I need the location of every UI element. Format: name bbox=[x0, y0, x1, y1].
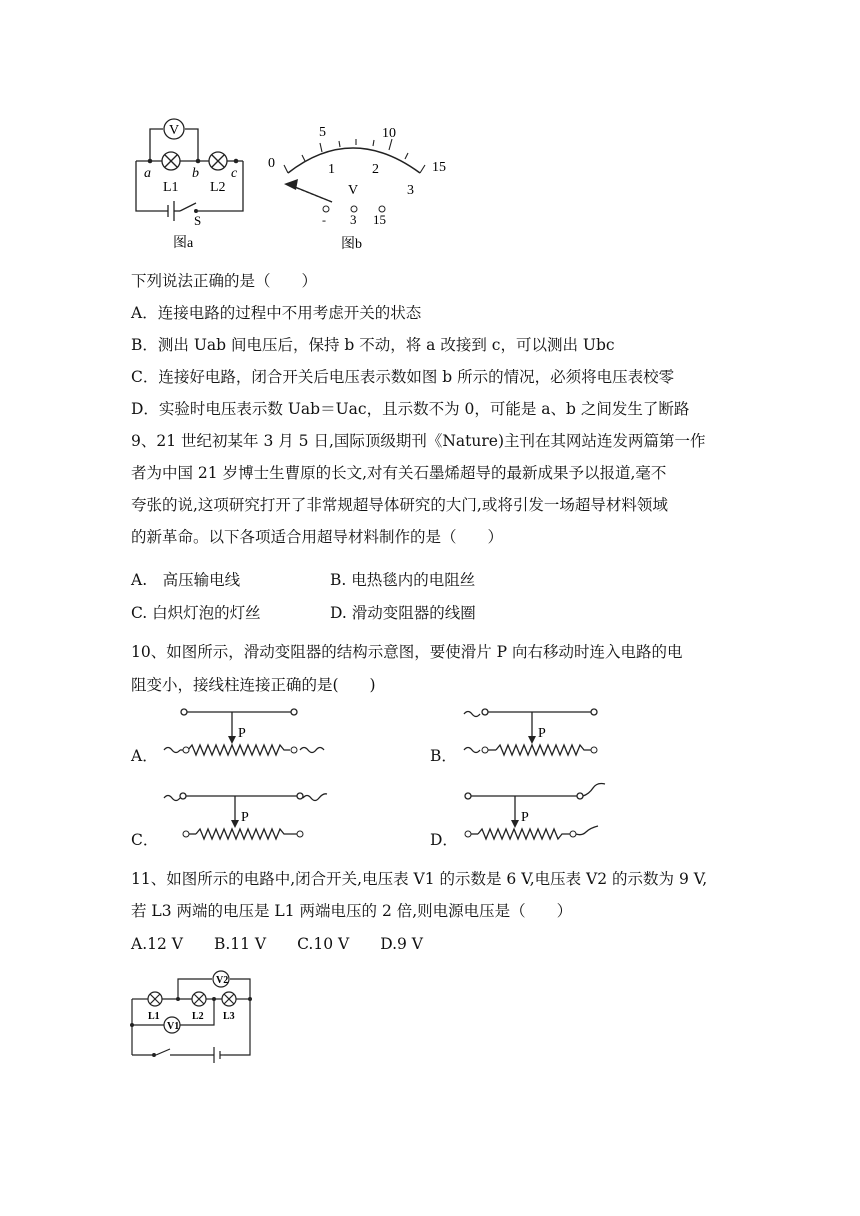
svg-text:3: 3 bbox=[350, 212, 357, 227]
svg-text:a: a bbox=[144, 166, 151, 181]
figure-a-circuit bbox=[128, 115, 258, 250]
svg-text:0: 0 bbox=[268, 156, 275, 171]
q8-option-b: B．测出 Uab 间电压后，保持 b 不动，将 a 改接到 c，可以测出 Ubc bbox=[131, 336, 615, 354]
svg-text:10: 10 bbox=[382, 126, 396, 141]
q9-line-2: 者为中国 21 岁博士生曹原的长文,对有关石墨烯超导的最新成果予以报道,毫不 bbox=[131, 464, 667, 482]
rheostat-c bbox=[160, 788, 330, 848]
svg-text:V: V bbox=[348, 183, 359, 198]
svg-text:L1: L1 bbox=[163, 180, 179, 195]
svg-text:P: P bbox=[238, 726, 246, 741]
svg-text:15: 15 bbox=[373, 212, 386, 227]
q10-label-b: B． bbox=[430, 747, 457, 765]
svg-text:L1: L1 bbox=[148, 1011, 160, 1022]
q10-label-c: C． bbox=[131, 831, 159, 849]
q9-option-d: D. 滑动变阻器的线圈 bbox=[330, 604, 476, 622]
svg-text:S: S bbox=[194, 213, 202, 228]
q8-prompt: 下列说法正确的是（ ） bbox=[131, 272, 318, 290]
svg-text:-: - bbox=[322, 213, 326, 227]
svg-text:L2: L2 bbox=[210, 180, 226, 195]
q9-line-3: 夸张的说,这项研究打开了非常规超导体研究的大门,或将引发一场超导材料领域 bbox=[131, 496, 668, 514]
svg-text:c: c bbox=[231, 166, 238, 181]
svg-text:L3: L3 bbox=[223, 1011, 235, 1022]
figure-b-meter bbox=[262, 118, 452, 253]
q8-option-d: D．实验时电压表示数 Uab＝Uac，且示数不为 0，可能是 a、b 之间发生了断路 bbox=[131, 400, 690, 418]
q9-option-a: A. 高压输电线 bbox=[131, 571, 241, 589]
svg-text:图b: 图b bbox=[341, 237, 362, 252]
q10-line-1: 10、如图所示，滑动变阻器的结构示意图，要使滑片 P 向右移动时连入电路的电 bbox=[131, 643, 683, 661]
q9-line-1: 9、21 世纪初某年 3 月 5 日,国际顶级期刊《Nature)主刊在其网站连发两篇第一作 bbox=[131, 432, 706, 450]
svg-text:P: P bbox=[241, 810, 249, 825]
q8-option-a: A．连接电路的过程中不用考虑开关的状态 bbox=[131, 304, 422, 322]
rheostat-d bbox=[460, 782, 620, 848]
svg-text:3: 3 bbox=[407, 183, 414, 198]
svg-text:2: 2 bbox=[372, 162, 379, 177]
svg-text:V2: V2 bbox=[216, 975, 229, 986]
q11-options: A.12 V B.11 V C.10 V D.9 V bbox=[131, 935, 423, 953]
svg-text:V1: V1 bbox=[167, 1021, 180, 1032]
svg-text:b: b bbox=[192, 166, 199, 181]
circuit-q11 bbox=[126, 965, 261, 1065]
q10-label-d: D． bbox=[430, 831, 458, 849]
q11-line-2: 若 L3 两端的电压是 L1 两端电压的 2 倍,则电源电压是（ ） bbox=[131, 902, 573, 920]
rheostat-b bbox=[460, 706, 620, 766]
q11-line-1: 11、如图所示的电路中,闭合开关,电压表 V1 的示数是 6 V,电压表 V2 的示数为 9 V, bbox=[131, 870, 708, 888]
svg-text:5: 5 bbox=[319, 125, 326, 140]
q9-line-4: 的新革命。以下各项适合用超导材料制作的是（ ） bbox=[131, 528, 504, 546]
q10-label-a: A． bbox=[131, 747, 158, 765]
svg-text:15: 15 bbox=[432, 160, 446, 175]
q9-option-c: C. 白炽灯泡的灯丝 bbox=[131, 604, 261, 622]
svg-text:V: V bbox=[168, 123, 180, 138]
rheostat-a bbox=[160, 706, 330, 766]
svg-text:P: P bbox=[538, 726, 546, 741]
q9-option-b: B. 电热毯内的电阻丝 bbox=[330, 571, 476, 589]
svg-text:图a: 图a bbox=[173, 236, 194, 250]
q8-option-c: C．连接好电路，闭合开关后电压表示数如图 b 所示的情况，必须将电压表校零 bbox=[131, 368, 675, 386]
svg-text:1: 1 bbox=[328, 162, 335, 177]
svg-text:L2: L2 bbox=[192, 1011, 204, 1022]
svg-text:P: P bbox=[521, 810, 529, 825]
q10-line-2: 阻变小，接线柱连接正确的是( ) bbox=[131, 676, 376, 694]
